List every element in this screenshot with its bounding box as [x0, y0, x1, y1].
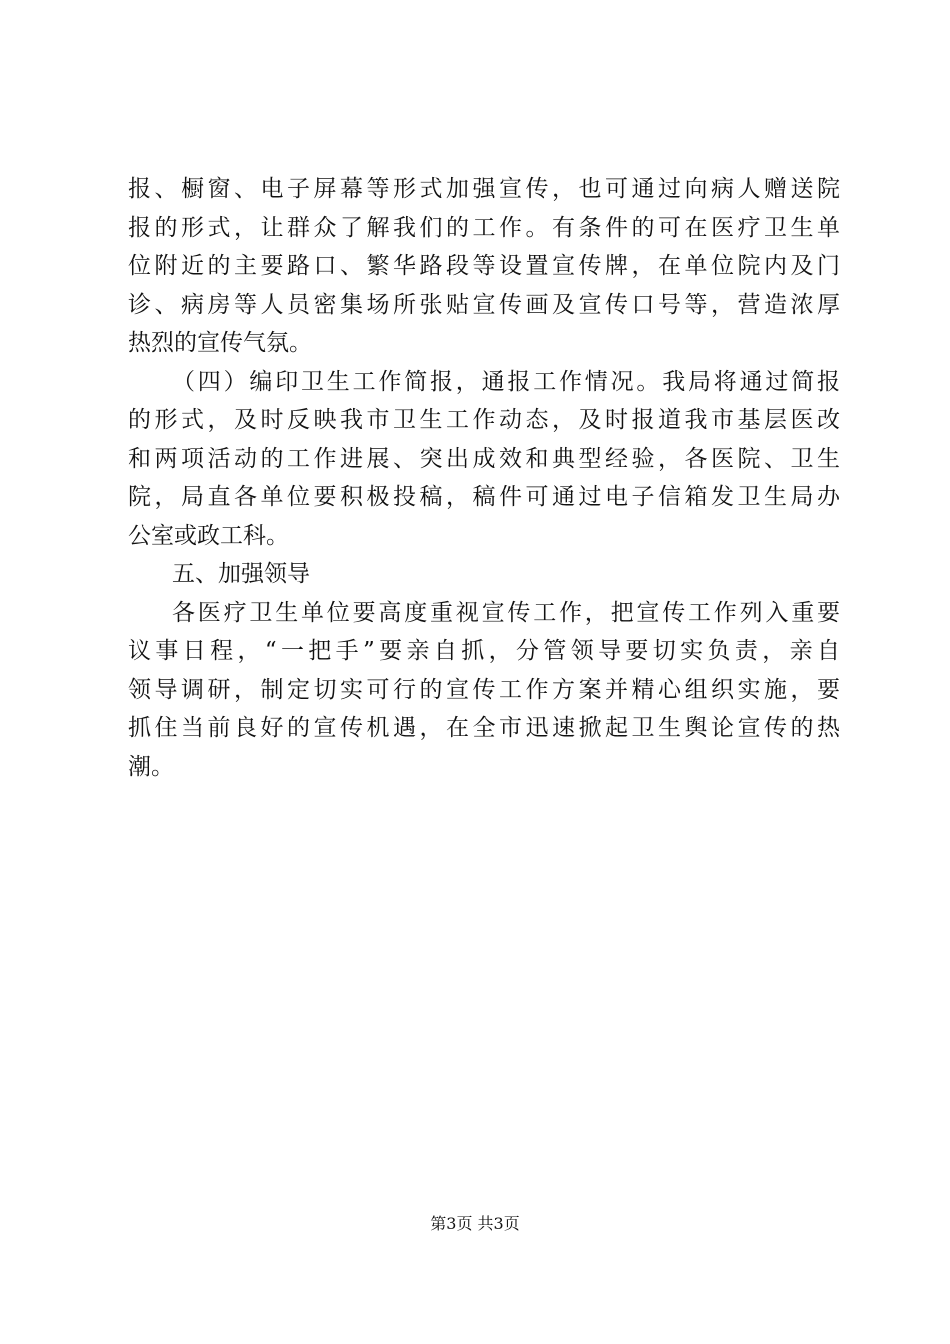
body-line: 各医疗卫生单位要高度重视宣传工作，把宣传工作列入重要 [172, 599, 840, 626]
body-line: 领导调研，制定切实可行的宣传工作方案并精心组织实施，要 [128, 676, 840, 703]
body-line: 院，局直各单位要积极投稿，稿件可通过电子信箱发卫生局办 [128, 484, 840, 510]
body-line: 抓住当前良好的宣传机遇，在全市迅速掀起卫生舆论宣传的热 [128, 715, 840, 741]
body-line: 议事日程，“一把手”要亲自抓，分管领导要切实负责，亲自 [128, 638, 840, 664]
body-line: 公室或政工科。 [128, 522, 289, 549]
body-line: 报的形式，让群众了解我们的工作。有条件的可在医疗卫生单 [128, 214, 840, 241]
body-line: 热烈的宣传气氛。 [128, 330, 312, 356]
body-line: 潮。 [128, 753, 174, 780]
section-five-heading: 五、加强领导 [172, 561, 310, 587]
page-number-label: 第3页 共3页 [430, 1214, 520, 1233]
body-line: 报、橱窗、电子屏幕等形式加强宣传，也可通过向病人赠送院 [128, 176, 840, 202]
body-line: 位附近的主要路口、繁华路段等设置宣传牌，在单位院内及门 [128, 253, 840, 279]
document-body [128, 170, 840, 786]
page-footer [0, 1214, 950, 1234]
section-four-heading-line: （四）编印卫生工作简报，通报工作情况。我局将通过简报 [172, 368, 840, 395]
body-line: 诊、病房等人员密集场所张贴宣传画及宣传口号等，营造浓厚 [128, 291, 840, 318]
body-line: 和两项活动的工作进展、突出成效和典型经验，各医院、卫生 [128, 445, 840, 472]
body-line: 的形式，及时反映我市卫生工作动态，及时报道我市基层医改 [128, 407, 840, 433]
